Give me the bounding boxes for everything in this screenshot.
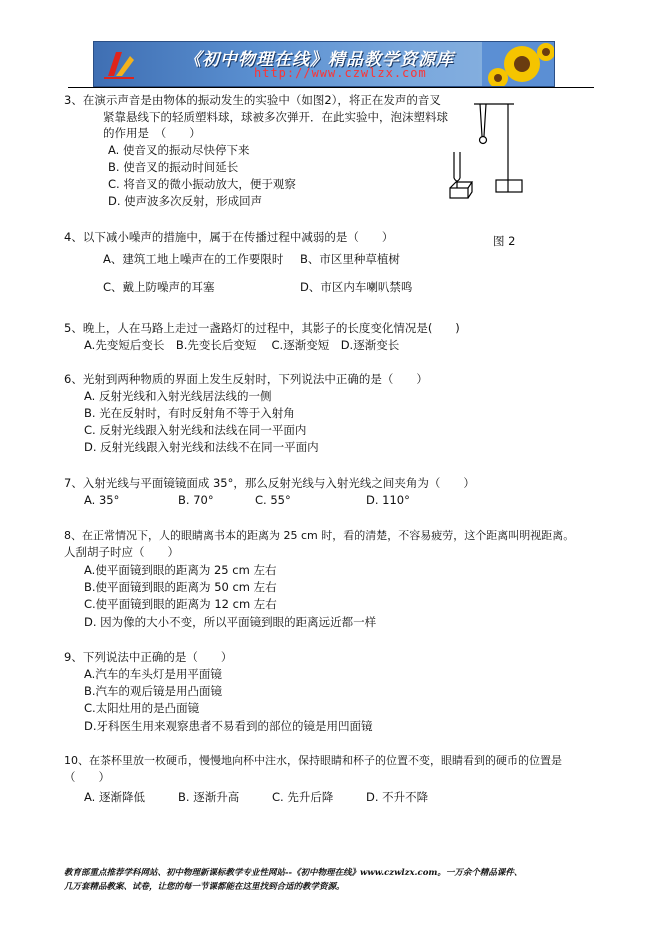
q9-option-a: A.汽车的车头灯是用平面镜 <box>84 667 222 681</box>
q4-stem: 4、以下减小噪声的措施中，属于在传播过程中减弱的是（ ） <box>64 230 394 244</box>
q4-option-b: B、市区里种草植树 <box>300 252 400 266</box>
q6-stem: 6、光射到两种物质的界面上发生反射时，下列说法中正确的是（ ） <box>64 372 428 386</box>
header-banner <box>93 41 555 87</box>
q8-option-b: B.使平面镜到眼的距离为 50 cm 左右 <box>84 580 277 594</box>
q3-option-c: C. 将音叉的微小振动放大，便于观察 <box>108 177 296 191</box>
q6-option-d: D. 反射光线跟入射光线和法线不在同一平面内 <box>84 440 319 454</box>
q6-option-b: B. 光在反射时，有时反射角不等于入射角 <box>84 406 295 420</box>
q7-option-c: C. 55° <box>255 493 291 507</box>
q9-option-c: C.太阳灶用的是凸面镜 <box>84 701 200 715</box>
q9-stem: 9、下列说法中正确的是（ ） <box>64 650 233 664</box>
q10-option-c: C. 先升后降 <box>272 790 334 804</box>
q10-option-d: D. 不升不降 <box>366 790 429 804</box>
footer-line1: 教育部重点推荐学科网站、初中物理新课标教学专业性网站--《初中物理在线》www.czwlzx.com。一万余个精品课件、 <box>64 868 523 878</box>
q3-stem-line2: 紧靠悬线下的轻质塑料球，球被多次弹开．在此实验中，泡沫塑料球 <box>103 110 448 124</box>
sunflower-icon <box>482 42 554 86</box>
q10-stem-line2: （ ） <box>64 770 110 784</box>
q8-option-d: D. 因为像的大小不变，所以平面镜到眼的距离远近都一样 <box>84 615 377 629</box>
q3-stem-line1: 3、在演示声音是由物体的振动发生的实验中（如图2），将正在发声的音叉 <box>64 93 441 107</box>
q5-stem: 5、晚上，人在马路上走过一盏路灯的过程中，其影子的长度变化情况是( ) <box>64 321 460 335</box>
tuning-fork-apparatus-figure <box>448 100 528 200</box>
q3-option-b: B. 使音叉的振动时间延长 <box>108 160 239 174</box>
q3-stem-line3: 的作用是 （ ） <box>103 126 201 140</box>
q4-option-a: A、建筑工地上噪声在的工作要限时 <box>103 252 284 266</box>
q9-option-d: D.牙科医生用来观察患者不易看到的部位的镜是用凹面镜 <box>84 719 373 733</box>
footer-line2: 几万套精品教案、试卷，让您的每一节课都能在这里找到合适的教学资源。 <box>64 882 345 892</box>
q3-option-d: D. 使声波多次反射，形成回声 <box>108 194 263 208</box>
q3-option-a: A. 使音叉的振动尽快停下来 <box>108 143 250 157</box>
q10-stem-line1: 10、在茶杯里放一枚硬币，慢慢地向杯中注水，保持眼睛和杯子的位置不变，眼睛看到的硬币的位置是 <box>64 754 562 767</box>
q4-option-c: C、戴上防噪声的耳塞 <box>103 280 215 294</box>
q5-options: A.先变短后变长 B.先变长后变短 C.逐渐变短 D.逐渐变长 <box>84 338 400 352</box>
banner-url[interactable]: http://www.czwlzx.com <box>254 66 427 80</box>
site-logo-icon <box>102 48 136 80</box>
q8-option-c: C.使平面镜到眼的距离为 12 cm 左右 <box>84 597 277 611</box>
q6-option-a: A. 反射光线和入射光线居法线的一侧 <box>84 389 272 403</box>
header-divider <box>68 87 594 88</box>
q8-stem-line1: 8、在正常情况下，人的眼睛离书本的距离为 25 cm 时，看的清楚，不容易疲劳，这个距离叫明视距离。 <box>64 529 575 542</box>
q7-stem: 7、入射光线与平面镜镜面成 35°，那么反射光线与入射光线之间夹角为（ ） <box>64 476 475 490</box>
q7-option-d: D. 110° <box>366 493 410 507</box>
q8-option-a: A.使平面镜到眼的距离为 25 cm 左右 <box>84 563 277 577</box>
q7-option-a: A. 35° <box>84 493 120 507</box>
figure-2-label: 图 2 <box>493 234 516 248</box>
q4-option-d: D、市区内车喇叭禁鸣 <box>300 280 413 294</box>
q9-option-b: B.汽车的观后镜是用凸面镜 <box>84 684 223 698</box>
q10-option-a: A. 逐渐降低 <box>84 790 145 804</box>
banner-title: 《初中物理在线》精品教学资源库 <box>184 50 454 70</box>
q6-option-c: C. 反射光线跟入射光线和法线在同一平面内 <box>84 423 307 437</box>
q8-stem-line2: 人刮胡子时应（ ） <box>64 545 179 559</box>
q7-option-b: B. 70° <box>178 493 214 507</box>
q10-option-b: B. 逐渐升高 <box>178 790 240 804</box>
